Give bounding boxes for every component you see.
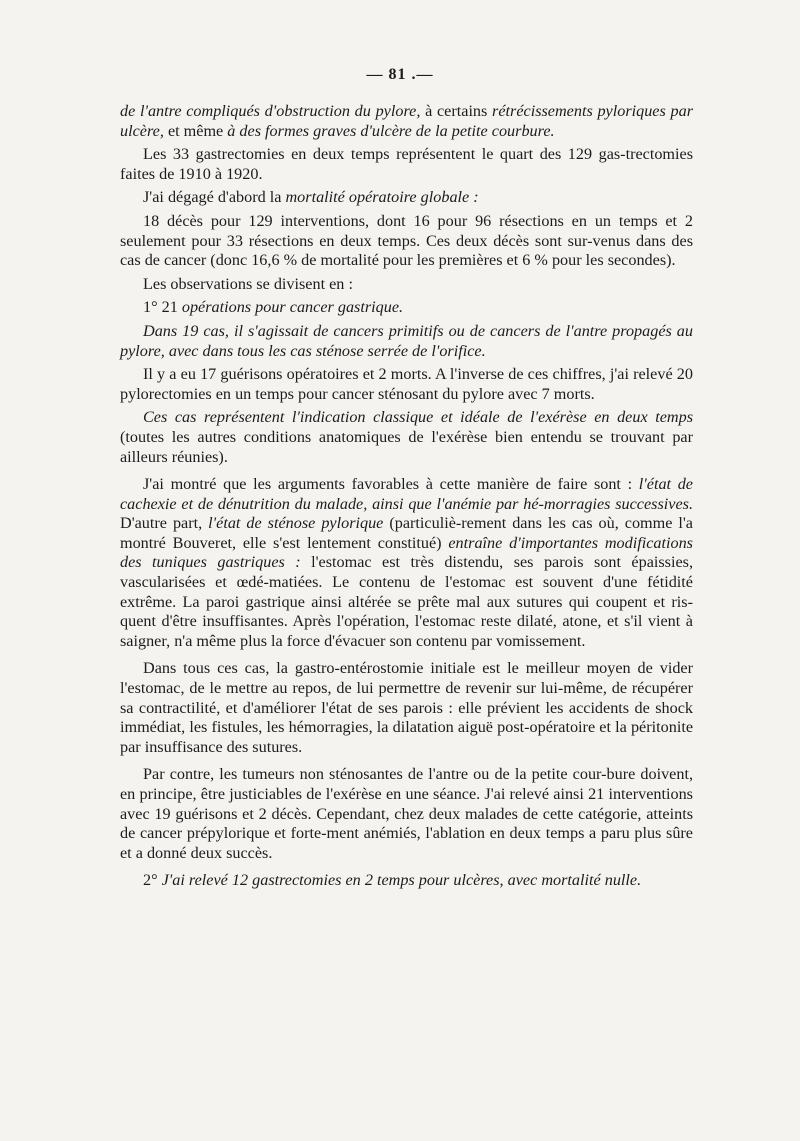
paragraph-4 xyxy=(120,212,693,271)
text-run: J'ai dégagé d'abord la xyxy=(143,188,286,207)
text-run: de l'antre compliqués d'obstruction du pylore, xyxy=(120,102,421,120)
paragraph-5 xyxy=(120,275,693,295)
paragraph-3 xyxy=(120,188,693,208)
text-run: Il y a eu 17 guérisons opératoires et 2 morts. A l'inverse de ces chiffres, j'ai relevé 20 pylorectomies en un temps pour cancer sténosant du pylore avec 7 morts. xyxy=(120,365,693,403)
text-run: (particuliè-rement dans les cas où, comme l'a montré Bouveret, elle s'est lentement constitué) xyxy=(120,514,693,552)
page-number: — 81 .— xyxy=(366,66,434,83)
text-run: à des formes graves d'ulcère de la petite courbure. xyxy=(227,121,555,140)
paragraph-7 xyxy=(120,322,693,361)
text-run: J'ai relevé 12 gastrectomies en 2 temps pour ulcères, avec mortalité nulle. xyxy=(161,871,642,890)
body-text xyxy=(120,102,693,895)
text-run: Par contre, les tumeurs non sténosantes de l'antre ou de la petite cour-bure doivent, en principe, être justiciables de l'exérèse en une séance. J'ai relevé ainsi 21 interventions avec 19 guérisons et 2 décès. Cependant, chez deux malades de cette catégorie, atteints de cancer prépylorique et forte-ment anémiés, l'ablation en deux temps a paru plus sûre et a donné deux succès. xyxy=(120,765,693,862)
text-run: Les observations se divisent en : xyxy=(143,274,353,293)
text-run: Dans 19 cas, il s'agissait de cancers primitifs ou de cancers de l'antre propagés au pylore, avec dans tous les cas sténose serrée de l'orifice. xyxy=(120,321,693,360)
paragraph-2 xyxy=(120,145,693,184)
text-run: l'état de sténose pylorique xyxy=(208,514,384,533)
text-run: Ces cas représentent l'indication classique et idéale de l'exérèse en deux temps xyxy=(143,408,693,427)
text-run: J'ai montré que les arguments favorables à cette manière de faire sont : xyxy=(143,475,639,494)
text-run: 18 décès pour 129 interventions, dont 16 pour 96 résections en un temps et 2 seulement pour 33 résections en deux temps. Ces deux décès sont sur-venus dans des cas de cancer (donc 16,6 % de mortalité pour les premières et 6 % pour les secondes). xyxy=(120,211,693,270)
text-run: Les 33 gastrectomies en deux temps représentent le quart des 129 gas-trectomies faites de 1910 à 1920. xyxy=(120,145,693,183)
paragraph-11 xyxy=(120,659,693,757)
text-run: mortalité opératoire globale : xyxy=(285,188,479,207)
paragraph-13 xyxy=(120,871,693,891)
paragraph-1 xyxy=(120,102,693,141)
text-run: l'état de cachexie et de dénutrition du malade, ainsi que l'anémie par hé-morragies successives. xyxy=(120,475,693,513)
text-run: (toutes les autres conditions anatomiques de l'exérèse bien entendu se trouvant par ailleurs réunies). xyxy=(120,427,693,466)
text-run: l'estomac est très distendu, ses parois sont épaissies, vascularisées et œdé-matiées. Le contenu de l'estomac est souvent d'une fétidité extrême. La paroi gastrique ainsi altérée se prête mal aux sutures qui coupent et ris-quent d'être insuffisantes. Après l'opération, l'estomac reste dilaté, atone, et s'il vient à saigner, n'a même plus la force d'évacuer son contenu par vomissement. xyxy=(120,553,693,650)
text-run: 2° xyxy=(143,871,162,890)
paragraph-12 xyxy=(120,765,693,863)
paragraph-10 xyxy=(120,475,693,651)
text-run: entraîne d'importantes modifications des tuniques gastriques : xyxy=(120,533,693,572)
text-run: D'autre part, xyxy=(120,514,209,533)
text-run: à certains xyxy=(420,102,493,120)
text-run: et même xyxy=(163,121,228,140)
text-run: opérations pour cancer gastrique. xyxy=(181,298,404,317)
paragraph-6 xyxy=(120,298,693,318)
paragraph-8 xyxy=(120,365,693,404)
text-run: 1° 21 xyxy=(143,298,182,317)
paragraph-9 xyxy=(120,408,693,467)
text-run: rétrécissements pyloriques par ulcère, xyxy=(120,102,693,140)
text-run: Dans tous ces cas, la gastro-entérostomie initiale est le meilleur moyen de vider l'estomac, de le mettre au repos, de lui permettre de revenir sur lui-même, de récupérer sa contractilité, et d'améliorer l'état de ses parois : elle prévient les accidents de shock immédiat, les fistules, les hémorragies, la dilatation aiguë post-opératoire et la péritonite par insuffisance des sutures. xyxy=(120,659,693,756)
